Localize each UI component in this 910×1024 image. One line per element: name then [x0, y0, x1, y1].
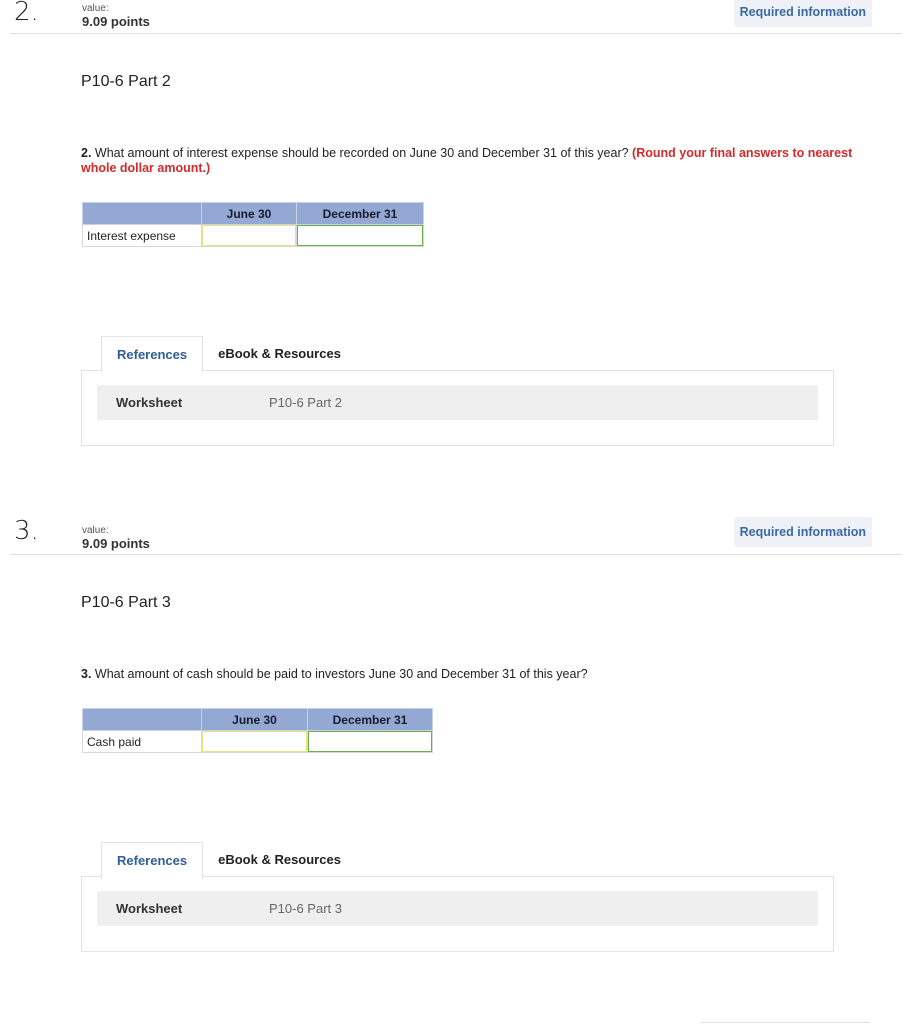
next-question-divider: [700, 1022, 870, 1023]
part-title: P10-6 Part 3: [81, 594, 171, 611]
tab-references[interactable]: References: [101, 842, 203, 879]
question-prompt: [81, 146, 881, 176]
value-points: 9.09 points: [82, 14, 150, 29]
worksheet-link[interactable]: P10-6 Part 2: [269, 395, 342, 410]
prompt-text: What amount of cash should be paid to investors June 30 and December 31 of this year?: [91, 667, 588, 681]
reference-tabs: [101, 842, 356, 877]
reference-tabs: [101, 336, 356, 371]
table-header-blank: [83, 709, 202, 731]
tab-references[interactable]: References: [101, 336, 203, 373]
table-header-december-31: December 31: [308, 709, 433, 731]
required-information-button[interactable]: Required information: [734, 517, 872, 547]
table-header-june-30: June 30: [202, 709, 308, 731]
required-information-button[interactable]: Required information: [734, 0, 872, 27]
cell-june-30: [202, 731, 308, 753]
cash-paid-december-31-input[interactable]: [308, 731, 432, 752]
answer-table: [82, 202, 424, 247]
answer-table: [82, 708, 433, 753]
interest-expense-june-30-input[interactable]: [202, 225, 296, 246]
prompt-hint: (Round your final answers to nearest whole dollar amount.): [81, 146, 853, 175]
tab-ebook-resources[interactable]: eBook & Resources: [218, 346, 341, 361]
worksheet-label: Worksheet: [116, 395, 183, 410]
row-label: Interest expense: [83, 225, 202, 247]
value-points: 9.09 points: [82, 536, 150, 551]
row-label: Cash paid: [83, 731, 202, 753]
table-header-december-31: December 31: [297, 203, 424, 225]
table-header-june-30: June 30: [202, 203, 297, 225]
prompt-number: 3.: [81, 667, 92, 681]
question-number: 2.: [14, 0, 39, 27]
value-label: value:: [82, 3, 109, 14]
references-panel: [81, 876, 834, 952]
question-number: 3.: [14, 516, 39, 546]
cell-june-30: [202, 225, 297, 247]
references-panel: [81, 370, 834, 446]
prompt-number: 2.: [81, 146, 92, 160]
cell-december-31: [297, 225, 424, 247]
worksheet-label: Worksheet: [116, 901, 183, 916]
tab-ebook-resources[interactable]: eBook & Resources: [218, 852, 341, 867]
part-title: P10-6 Part 2: [81, 73, 171, 90]
cell-december-31: [308, 731, 433, 753]
worksheet-row: [97, 385, 818, 420]
prompt-text: What amount of interest expense should be recorded on June 30 and December 31 of this year?: [91, 146, 633, 160]
value-label: value:: [82, 525, 109, 536]
worksheet-link[interactable]: P10-6 Part 3: [269, 901, 342, 916]
worksheet-row: [97, 891, 818, 926]
cash-paid-june-30-input[interactable]: [202, 731, 307, 752]
question-prompt: [81, 667, 881, 682]
divider: [10, 554, 902, 555]
divider: [10, 33, 902, 34]
interest-expense-december-31-input[interactable]: [297, 225, 423, 246]
table-header-blank: [83, 203, 202, 225]
